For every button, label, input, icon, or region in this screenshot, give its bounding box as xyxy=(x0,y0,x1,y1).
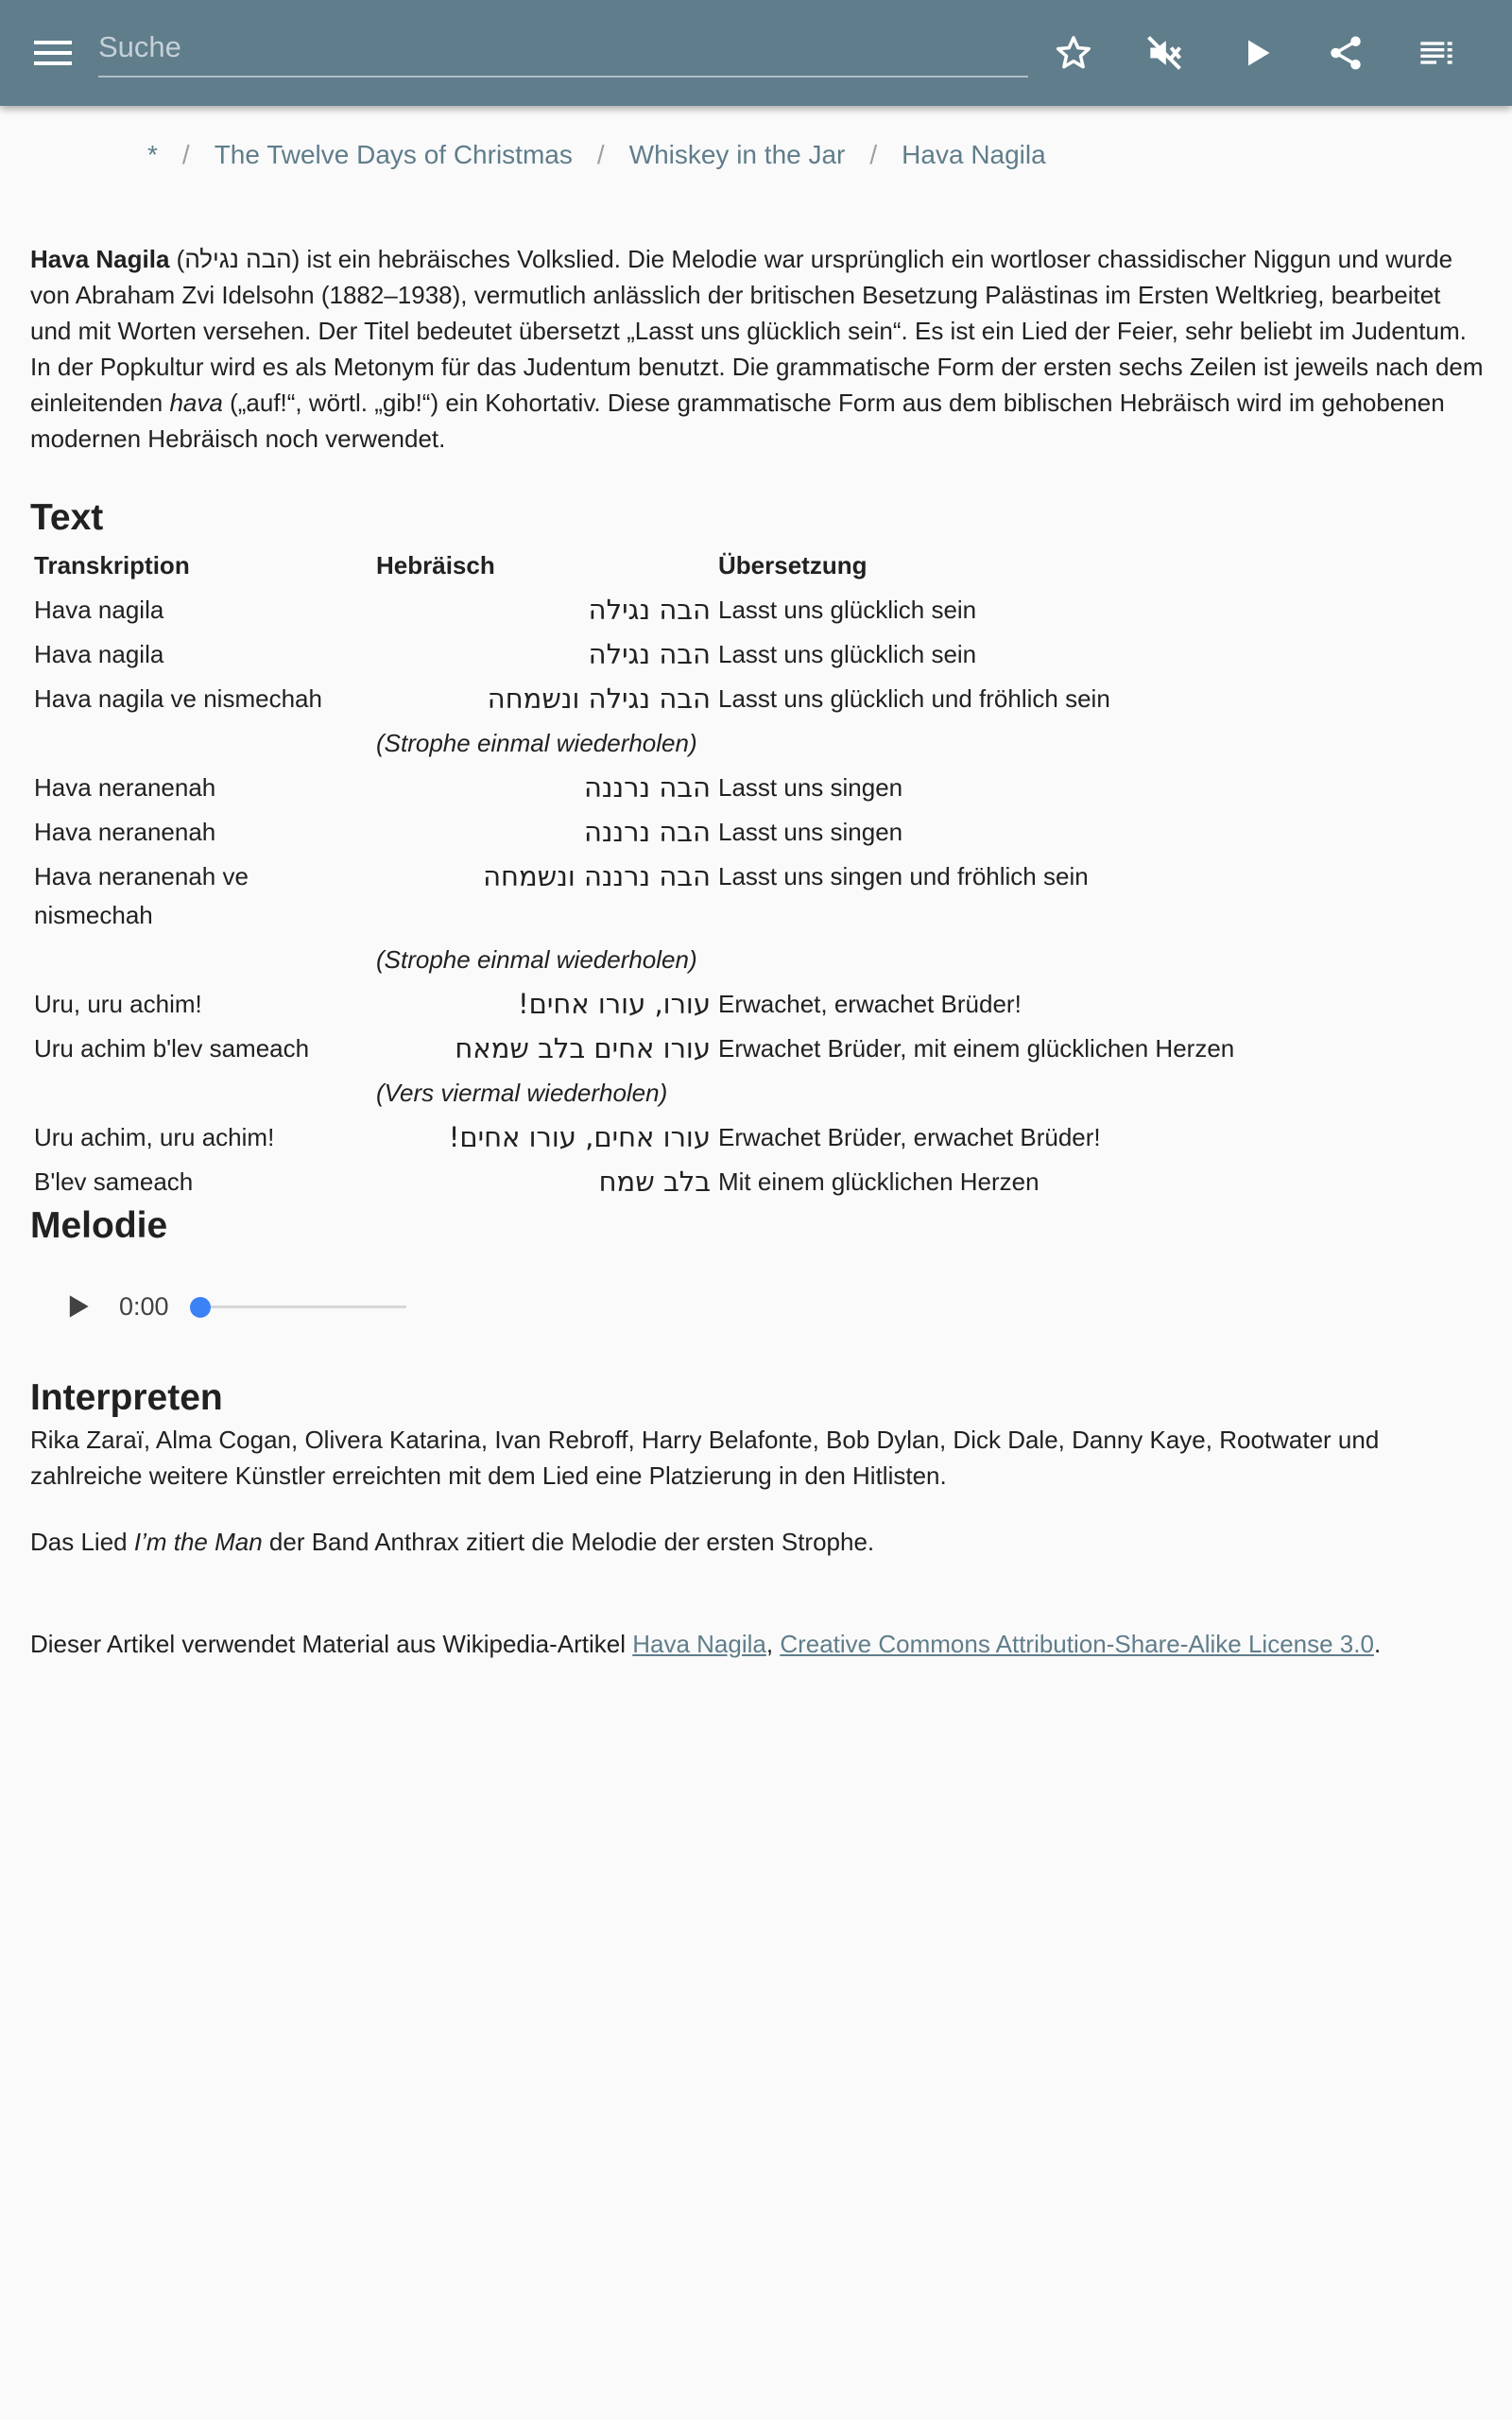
source-link-article[interactable]: Hava Nagila xyxy=(632,1630,766,1658)
star-icon xyxy=(1054,33,1093,73)
lyrics-row xyxy=(30,982,1238,1027)
audio-time: 0:00 xyxy=(119,1292,169,1321)
source-link-license[interactable]: Creative Commons Attribution-Share-Alike License 3.0 xyxy=(780,1630,1374,1658)
mute-button[interactable] xyxy=(1136,25,1193,81)
lyrics-table xyxy=(30,544,1238,1204)
melodie-heading: Melodie xyxy=(30,1205,168,1246)
share-icon xyxy=(1326,33,1366,73)
breadcrumb-separator: / xyxy=(596,140,605,169)
lyrics-repeat-note-row xyxy=(30,721,1238,766)
lyrics-row xyxy=(30,766,1238,810)
lyrics-row xyxy=(30,588,1238,632)
lyrics-row xyxy=(30,1115,1238,1160)
uebersetzung-cell: Erwachet, erwachet Brüder! xyxy=(718,990,1022,1018)
transkription-cell: Hava neranenah xyxy=(34,773,216,802)
uebersetzung-cell: Erwachet Brüder, mit einem glücklichen Herzen xyxy=(718,1034,1235,1063)
menu-icon xyxy=(34,39,72,67)
audio-seek-track xyxy=(194,1305,406,1308)
repeat-note: (Vers viermal wiederholen) xyxy=(376,1079,668,1107)
transkription-cell: Hava neranenah ve nismechah xyxy=(34,862,249,929)
breadcrumb-item-twelve-days[interactable]: The Twelve Days of Christmas xyxy=(214,140,573,169)
uebersetzung-cell: Erwachet Brüder, erwachet Brüder! xyxy=(718,1123,1101,1151)
lyrics-row xyxy=(30,810,1238,855)
play-button[interactable] xyxy=(1228,25,1285,81)
breadcrumb-separator: / xyxy=(181,140,190,169)
intro-paragraph xyxy=(30,241,1486,457)
menu-button[interactable] xyxy=(26,28,79,78)
playlist-icon xyxy=(1418,34,1455,72)
audio-play-button[interactable] xyxy=(59,1288,96,1325)
uebersetzung-cell: Lasst uns singen xyxy=(718,773,903,802)
article-content xyxy=(30,241,1486,1662)
transkription-cell: Uru, uru achim! xyxy=(34,990,202,1018)
transkription-cell: Hava nagila ve nismechah xyxy=(34,684,322,713)
text-heading: Text xyxy=(30,497,104,538)
intro-text-1: ist ein hebräisches Volkslied. Die Melodie war ursprünglich ein wortloser chassidischer Niggun und wurde von Abraham Zvi Idelsohn (1882–1938), vermutlich anlässlich der britischen Besetzung Palästinas im Ersten Weltkrieg, bearbeitet und mit Worten versehen. Der Titel bedeutet übersetzt „Lasst uns glücklich sein“. Es ist ein Lied der Feier, sehr beliebt im Judentum. In der Popkultur wird es als Metonym für das Judentum benutzt. Die grammatische Form der ersten sechs Zeilen ist jeweils nach dem einleitenden xyxy=(30,245,1484,417)
share-button[interactable] xyxy=(1317,25,1374,81)
repeat-note: (Strophe einmal wiederholen) xyxy=(376,945,697,974)
lyrics-repeat-note-row xyxy=(30,938,1238,982)
transkription-cell: B'lev sameach xyxy=(34,1167,194,1196)
empty-cell xyxy=(30,1071,372,1115)
uebersetzung-cell: Lasst uns glücklich und fröhlich sein xyxy=(718,684,1110,713)
hebrew-cell: עורו אחים, עורו אחים! xyxy=(448,1121,711,1153)
favorite-button[interactable] xyxy=(1045,25,1102,81)
uebersetzung-cell: Mit einem glücklichen Herzen xyxy=(718,1167,1040,1196)
intro-hebrew: (הבה נגילה) xyxy=(176,245,301,273)
anthrax-text-1: Das Lied xyxy=(30,1528,134,1556)
breadcrumb-item-hava-nagila[interactable]: Hava Nagila xyxy=(902,140,1046,169)
breadcrumb xyxy=(147,137,1046,173)
empty-cell xyxy=(30,938,372,982)
breadcrumb-item-whiskey[interactable]: Whiskey in the Jar xyxy=(628,140,846,169)
lyrics-row xyxy=(30,677,1238,721)
breadcrumb-separator: / xyxy=(869,140,878,169)
transkription-cell: Hava neranenah xyxy=(34,818,216,846)
search-input[interactable] xyxy=(98,30,1028,64)
source-prefix: Dieser Artikel verwendet Material aus Wikipedia-Artikel xyxy=(30,1630,633,1658)
audio-seek-thumb[interactable] xyxy=(190,1297,211,1318)
lyrics-row xyxy=(30,1160,1238,1204)
hebrew-cell: עורו אחים בלב שמאח xyxy=(455,1032,711,1064)
anthrax-song-title: I’m the Man xyxy=(133,1528,263,1556)
hebrew-cell: הבה נגילה xyxy=(588,638,711,670)
header-hebraeisch: Hebräisch xyxy=(376,551,495,579)
header-transkription: Transkription xyxy=(34,551,190,579)
transkription-cell: Uru achim, uru achim! xyxy=(34,1123,275,1151)
header-uebersetzung: Übersetzung xyxy=(718,551,868,579)
app-bar xyxy=(0,0,1512,106)
empty-cell xyxy=(30,721,372,766)
source-comma: , xyxy=(765,1630,781,1658)
transkription-cell: Hava nagila xyxy=(34,640,164,668)
lyrics-repeat-note-row xyxy=(30,1071,1238,1115)
search-field xyxy=(98,19,1028,78)
hebrew-cell: הבה נגילה ונשמחה xyxy=(487,683,711,715)
play-icon xyxy=(1240,36,1274,70)
playlist-button[interactable] xyxy=(1408,25,1465,81)
interpreten-heading: Interpreten xyxy=(30,1377,223,1418)
lyrics-header-row xyxy=(30,544,1238,588)
source-suffix: . xyxy=(1373,1630,1382,1658)
play-icon xyxy=(64,1292,91,1321)
hebrew-cell: הבה נרננה ונשמחה xyxy=(483,860,711,892)
source-note xyxy=(30,1626,1486,1662)
intro-hava: hava xyxy=(169,389,223,417)
transkription-cell: Hava nagila xyxy=(34,596,164,624)
hebrew-cell: הבה נרננה xyxy=(583,771,711,804)
hebrew-cell: בלב שמח xyxy=(598,1166,711,1198)
hebrew-cell: עורו, עורו אחים! xyxy=(518,988,711,1020)
uebersetzung-cell: Lasst uns glücklich sein xyxy=(718,640,977,668)
repeat-note: (Strophe einmal wiederholen) xyxy=(376,729,697,757)
hebrew-cell: הבה נגילה xyxy=(588,594,711,626)
anthrax-paragraph xyxy=(30,1524,1486,1560)
lyrics-row xyxy=(30,1027,1238,1071)
anthrax-text-2: der Band Anthrax zitiert die Melodie der ersten Strophe. xyxy=(262,1528,875,1556)
lyrics-row xyxy=(30,632,1238,677)
intro-title: Hava Nagila xyxy=(30,245,170,273)
uebersetzung-cell: Lasst uns singen xyxy=(718,818,903,846)
uebersetzung-cell: Lasst uns singen und fröhlich sein xyxy=(718,862,1089,890)
lyrics-row xyxy=(30,855,1238,938)
breadcrumb-home[interactable]: * xyxy=(147,140,158,169)
volume-off-icon xyxy=(1143,32,1185,74)
uebersetzung-cell: Lasst uns glücklich sein xyxy=(718,596,977,624)
intro-text-2: („auf!“, wörtl. „gib!“) ein Kohortativ. Diese grammatische Form aus dem biblischen Hebräisch wird im gehobenen modernen Hebräisch noch verwendet. xyxy=(30,389,1445,453)
transkription-cell: Uru achim b'lev sameach xyxy=(34,1034,310,1063)
audio-player xyxy=(59,1278,1486,1335)
interpreten-paragraph: Rika Zaraï, Alma Cogan, Olivera Katarina, Ivan Rebroff, Harry Belafonte, Bob Dylan, Dick Dale, Danny Kaye, Rootwater und zahlreiche weitere Künstler erreichten mit dem Lied eine Platzierung in den Hitlisten. xyxy=(30,1426,1380,1490)
audio-seek-slider[interactable] xyxy=(194,1295,406,1318)
hebrew-cell: הבה נרננה xyxy=(583,816,711,848)
